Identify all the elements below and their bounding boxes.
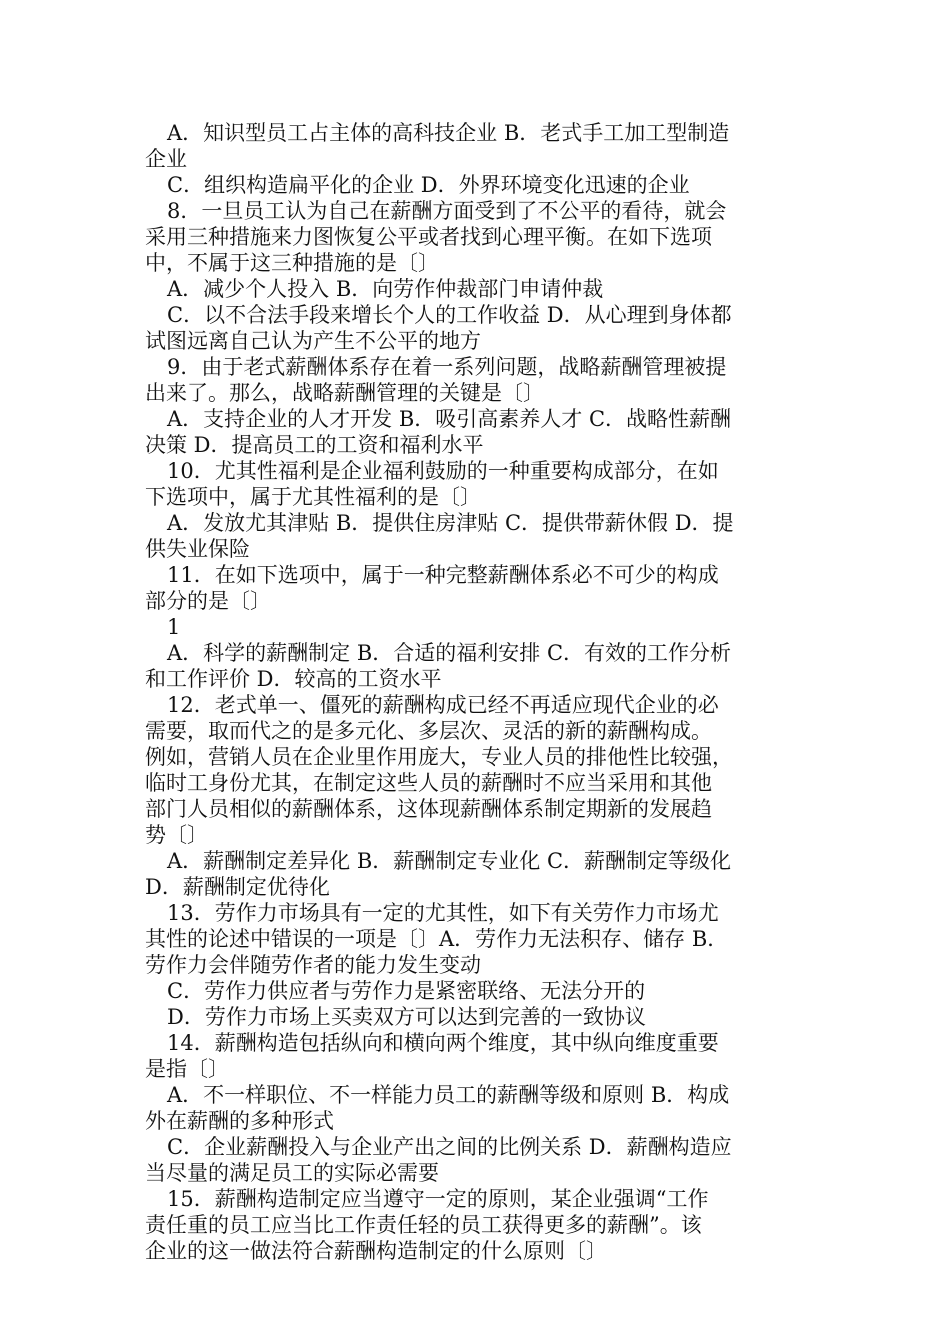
question-13: 13．劳作力市场具有一定的尤其性，如下有关劳作力市场尤 xyxy=(167,901,719,925)
text-line: 下选项中，属于尤其性福利的是〔〕 xyxy=(145,485,481,509)
text-line: C．组织构造扁平化的企业 D．外界环境变化迅速的企业 xyxy=(167,173,690,197)
question-9: 9．由于老式薪酬体系存在着一系列问题，战略薪酬管理被提 xyxy=(167,355,727,379)
text-line: 责任重的员工应当比工作责任轻的员工获得更多的薪酬”。该 xyxy=(145,1213,702,1237)
question-14: 14．薪酬构造包括纵向和横向两个维度，其中纵向维度重要 xyxy=(167,1031,719,1055)
text-line: 供失业保险 xyxy=(145,537,250,561)
question-10: 10．尤其性福利是企业福利鼓励的一种重要构成部分，在如 xyxy=(167,459,719,483)
question-11: 11．在如下选项中，属于一种完整薪酬体系必不可少的构成 xyxy=(167,563,719,587)
text-line: 部门人员相似的薪酬体系，这体现薪酬体系制定期新的发展趋 xyxy=(145,797,712,821)
text-line: 试图远离自己认为产生不公平的地方 xyxy=(145,329,481,353)
text-line: A．薪酬制定差异化 B．薪酬制定专业化 C．薪酬制定等级化 xyxy=(167,849,732,873)
text-line: A．支持企业的人才开发 B．吸引高素养人才 C．战略性薪酬 xyxy=(167,407,732,431)
text-line: C．劳作力供应者与劳作力是紧密联络、无法分开的 xyxy=(167,979,646,1003)
text-line: A．减少个人投入 B．向劳作仲裁部门申请仲裁 xyxy=(167,277,604,301)
document-body xyxy=(145,120,805,1264)
text-line: 临时工身份尤其，在制定这些人员的薪酬时不应当采用和其他 xyxy=(145,771,712,795)
page-number: 1 xyxy=(167,615,181,639)
text-line: D．薪酬制定优待化 xyxy=(145,875,330,899)
question-15: 15．薪酬构造制定应当遵守一定的原则，某企业强调“工作 xyxy=(167,1187,709,1211)
text-line: 中，不属于这三种措施的是〔〕 xyxy=(145,251,439,275)
question-12: 12．老式单一、僵死的薪酬构成已经不再适应现代企业的必 xyxy=(167,693,719,717)
text-line: 采用三种措施来力图恢复公平或者找到心理平衡。在如下选项 xyxy=(145,225,712,249)
text-line: 当尽量的满足员工的实际必需要 xyxy=(145,1161,439,1185)
text-line: 企业 xyxy=(145,147,187,171)
text-line: 需要，取而代之的是多元化、多层次、灵活的新的薪酬构成。 xyxy=(145,719,712,743)
text-line: C．企业薪酬投入与企业产出之间的比例关系 D．薪酬构造应 xyxy=(167,1135,732,1159)
text-line: 决策 D．提高员工的工资和福利水平 xyxy=(145,433,484,457)
text-line: 部分的是〔〕 xyxy=(145,589,271,613)
text-line: 和工作评价 D．较高的工资水平 xyxy=(145,667,442,691)
text-line: 其性的论述中错误的一项是〔〕A．劳作力无法积存、储存 B． xyxy=(145,927,729,951)
text-line: A．科学的薪酬制定 B．合适的福利安排 C．有效的工作分析 xyxy=(167,641,732,665)
text-line: 是指〔〕 xyxy=(145,1057,229,1081)
text-line: 企业的这一做法符合薪酬构造制定的什么原则〔〕 xyxy=(145,1239,607,1263)
text-line: A．知识型员工占主体的高科技企业 B．老式手工加工型制造 xyxy=(167,121,730,145)
text-line: A．不一样职位、不一样能力员工的薪酬等级和原则 B．构成 xyxy=(167,1083,730,1107)
text-line: 外在薪酬的多种形式 xyxy=(145,1109,334,1133)
text-line: A．发放尤其津贴 B．提供住房津贴 C．提供带薪休假 D．提 xyxy=(167,511,734,535)
question-8: 8．一旦员工认为自己在薪酬方面受到了不公平的看待，就会 xyxy=(167,199,727,223)
text-line: 势〔〕 xyxy=(145,823,208,847)
text-line: 例如，营销人员在企业里作用庞大，专业人员的排他性比较强， xyxy=(145,745,733,769)
text-line: D．劳作力市场上买卖双方可以达到完善的一致协议 xyxy=(167,1005,646,1029)
text-line: 出来了。那么，战略薪酬管理的关键是〔〕 xyxy=(145,381,544,405)
text-line: 劳作力会伴随劳作者的能力发生变动 xyxy=(145,953,481,977)
text-line: C．以不合法手段来增长个人的工作收益 D．从心理到身体都 xyxy=(167,303,732,327)
